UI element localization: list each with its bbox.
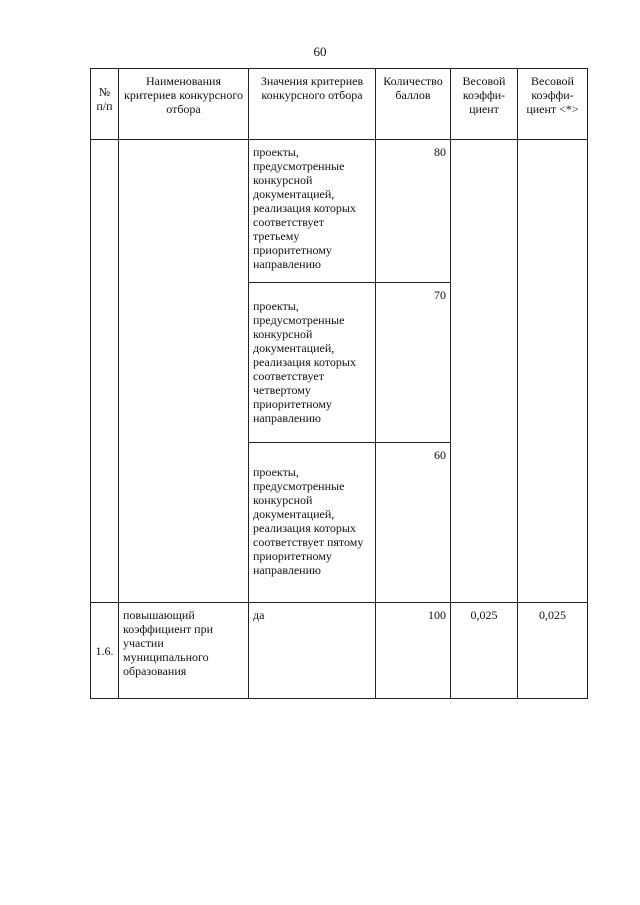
weight-cell bbox=[451, 140, 518, 603]
criteria-name-cell: повышающий коэффициент при участии муниципального образования bbox=[119, 603, 249, 699]
points-cell: 70 bbox=[376, 283, 451, 443]
weight-note-cell: 0,025 bbox=[518, 603, 588, 699]
table-header-row bbox=[91, 69, 588, 140]
criteria-value-cell: да bbox=[249, 603, 376, 699]
table-row bbox=[91, 140, 588, 283]
table-row bbox=[91, 603, 588, 699]
points-cell: 80 bbox=[376, 140, 451, 283]
header-weight-note: Весовой коэффи-циент <*> bbox=[518, 69, 588, 140]
header-num: № п/п bbox=[91, 69, 119, 140]
weight-note-cell bbox=[518, 140, 588, 603]
row-num-cell: 1.6. bbox=[91, 603, 119, 699]
points-cell: 100 bbox=[376, 603, 451, 699]
header-weight: Весовой коэффи-циент bbox=[451, 69, 518, 140]
criteria-value-cell: проекты, предусмотренные конкурсной документацией, реализация которых соответствует пятому приоритетному направлению bbox=[249, 443, 376, 603]
header-criteria-name: Наименования критериев конкурсного отбора bbox=[119, 69, 249, 140]
row-num-cell bbox=[91, 140, 119, 603]
row-name-cell bbox=[119, 140, 249, 603]
criteria-value-cell: проекты, предусмотренные конкурсной документацией, реализация которых соответствует четвертому приоритетному направлению bbox=[249, 283, 376, 443]
weight-cell: 0,025 bbox=[451, 603, 518, 699]
header-points: Количество баллов bbox=[376, 69, 451, 140]
criteria-table bbox=[90, 68, 588, 699]
header-criteria-values: Значения критериев конкурсного отбора bbox=[249, 69, 376, 140]
page-number: 60 bbox=[313, 44, 327, 59]
criteria-value-cell: проекты, предусмотренные конкурсной документацией, реализация которых соответствует третьему приоритетному направлению bbox=[249, 140, 376, 283]
points-cell: 60 bbox=[376, 443, 451, 603]
